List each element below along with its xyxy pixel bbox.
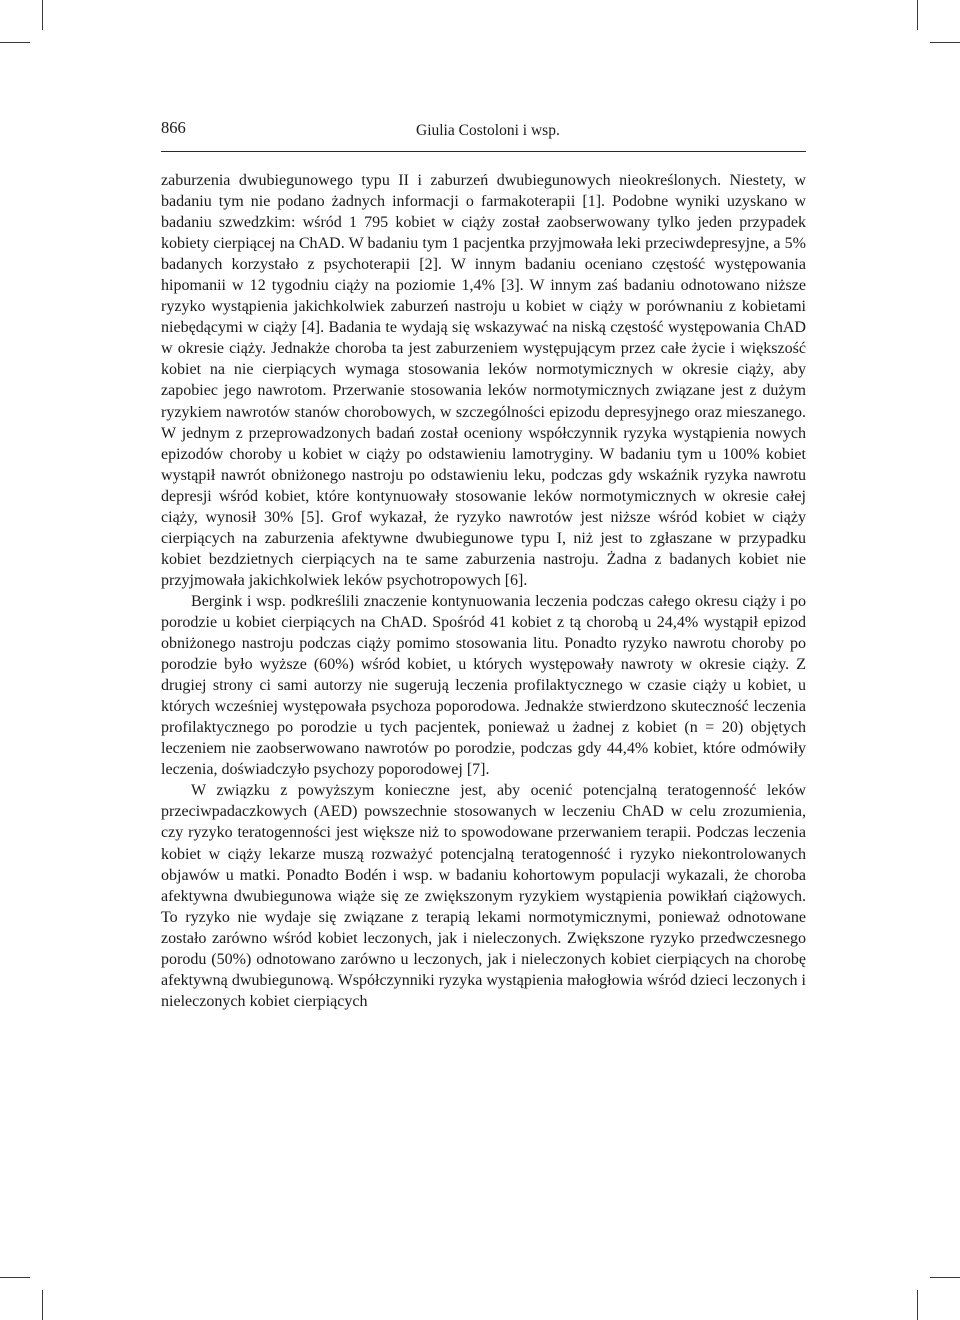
crop-mark-bottom-left (0, 1277, 30, 1278)
header-rule (161, 151, 806, 152)
crop-mark-bottom-right (930, 1277, 960, 1278)
paragraph: W związku z powyższym konieczne jest, aby ocenić potencjalną teratogenność leków przeciwpadaczkowych (AED) powszechnie stosowanych w leczeniu ChAD w celu zrozumienia, czy ryzyko teratogenności jest większe niż to spowodowane przerwaniem terapii. Podczas leczenia kobiet w ciąży lekarze muszą rozważyć potencjalną teratogenność i ryzyko niekontrolowanych objawów u matki. Ponadto Bodén i wsp. w badaniu kohortowym populacji wykazali, że choroba afektywna dwubiegunowa wiąże się ze zwiększonym ryzykiem wystąpienia powikłań ciążowych. To ryzyko nie wydaje się związane z terapią lekami normotymicznymi, ponieważ odnotowane zostało zarówno wśród kobiet leczonych, jak i nieleczonych. Zwiększone ryzyko przedwczesnego porodu (50%) odnotowano zarówno u leczonych, jak i nieleczonych kobiet cierpiących na chorobę afektywną dwubiegunową. Współczynniki ryzyka wystąpienia małogłowia wśród dzieci leczonych i nieleczonych kobiet cierpiących (161, 782, 806, 1010)
crop-mark-bottom-right (917, 1290, 918, 1320)
page-number: 866 (161, 118, 186, 137)
crop-mark-top-right (917, 0, 918, 30)
page-header (161, 118, 806, 144)
body-text (161, 170, 806, 1012)
crop-mark-bottom-left (42, 1290, 43, 1320)
running-head: Giulia Costoloni i wsp. (416, 122, 560, 139)
paragraph: zaburzenia dwubiegunowego typu II i zaburzeń dwubiegunowych nieokreślonych. Niestety, w badaniu tym nie podano żadnych informacji o farmakoterapii [1]. Podobne wyniki uzyskano w badaniu szwedzkim: wśród 1 795 kobiet w ciąży został zaobserwowany tylko jeden przypadek kobiety cierpiącej na ChAD. W badaniu tym 1 pacjentka przyjmowała leki przeciwdepresyjne, a 5% badanych korzystało z psychoterapii [2]. W innym badaniu oceniano częstość występowania hipomanii w 12 tygodniu ciąży na poziomie 1,4% [3]. W innym zaś badaniu odnotowano niższe ryzyko wystąpienia jakichkolwiek zaburzeń nastroju u kobiet w ciąży w porównaniu z kobietami niebędącymi w ciąży [4]. Badania te wydają się wskazywać na niską częstość występowania ChAD w okresie ciąży. Jednakże choroba ta jest zaburzeniem występującym przez całe życie i większość kobiet na nie cierpiących wymaga stosowania leków normotymicznych w okresie ciąży, aby zapobiec jego nawrotom. Przerwanie stosowania leków normotymicznych związane jest z dużym ryzykiem nawrotów stanów chorobowych, w szczególności epizodu depresyjnego oraz mieszanego. W jednym z przeprowadzonych badań został oceniony współczynnik ryzyka wystąpienia nowych epizodów choroby u kobiet w ciąży po odstawieniu lamotryginy. W badaniu tym u 100% kobiet wystąpił nawrót obniżonego nastroju po odstawieniu leku, podczas gdy wskaźnik ryzyka nawrotu depresji wśród kobiet, które kontynuowały stosowanie leków normotymicznych w okresie całej ciąży, wynosił 30% [5]. Grof wykazał, że ryzyko nawrotów jest niższe wśród kobiet w ciąży cierpiących na zaburzenia afektywne dwubiegunowe typu I, niż jest to zgłaszane w przypadku kobiet bezdzietnych cierpiących na te same zaburzenia nastroju. Żadna z badanych kobiet nie przyjmowała jakichkolwiek leków psychotropowych [6]. (161, 172, 806, 589)
crop-mark-top-left (0, 42, 30, 43)
crop-mark-top-right (930, 42, 960, 43)
paragraph: Bergink i wsp. podkreślili znaczenie kontynuowania leczenia podczas całego okresu ciąży i po porodzie u kobiet cierpiących na ChAD. Spośród 41 kobiet z tą chorobą u 24,4% wystąpił epizod obniżonego nastroju podczas ciąży pomimo stosowania litu. Ponadto ryzyko nawrotu choroby po porodzie było wyższe (60%) wśród kobiet, u których występowały nawroty w okresie ciąży. Z drugiej strony ci sami autorzy nie sugerują leczenia profilaktycznego w czasie ciąży u kobiet, u których wcześniej występowała psychoza poporodowa. Jednakże stwierdzono skuteczność leczenia profilaktycznego po porodzie u tych pacjentek, ponieważ u żadnej z kobiet (n = 20) objętych leczeniem nie zaobserwowano nawrotów po porodzie, podczas gdy 44,4% kobiet, które odmówiły leczenia, doświadczyło psychozy poporodowej [7]. (161, 592, 806, 779)
crop-mark-top-left (42, 0, 43, 30)
